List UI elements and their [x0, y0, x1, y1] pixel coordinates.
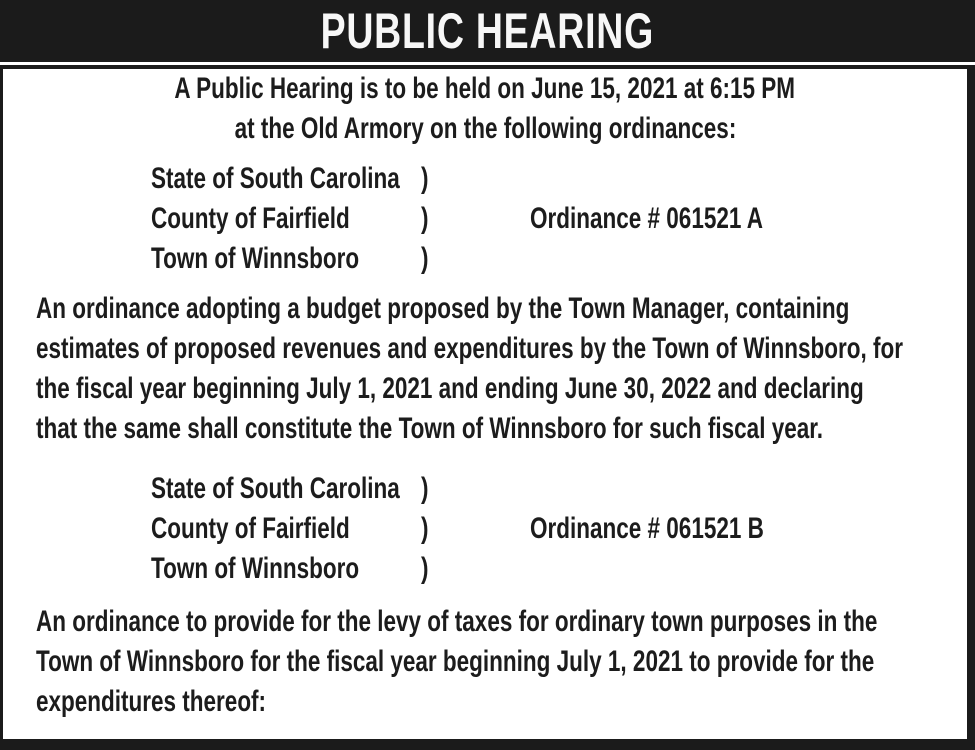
caption-paren: )	[421, 512, 429, 545]
paragraph-line: estimates of proposed revenues and expenditures by the Town of Winnsboro, for	[36, 332, 903, 365]
jurisdiction-row-county	[151, 199, 429, 239]
notice-title: PUBLIC HEARING	[320, 3, 655, 59]
caption-paren: )	[421, 162, 429, 195]
intro-line-1-text: A Public Hearing is to be held on June 15, 2021 at 6:15 PM	[174, 72, 796, 105]
ordinance-b-caption	[151, 469, 967, 589]
intro-line-1	[3, 69, 967, 109]
jurisdiction-row-state	[151, 159, 429, 199]
jurisdiction-town: Town of Winnsboro	[151, 552, 360, 585]
jurisdiction-row-state	[151, 469, 429, 509]
jurisdiction-state: State of South Carolina	[151, 472, 400, 505]
intro-text	[3, 69, 967, 149]
jurisdiction-row-county	[151, 509, 429, 549]
header-bar	[0, 0, 975, 62]
jurisdiction-town: Town of Winnsboro	[151, 242, 360, 275]
paragraph-line: An ordinance adopting a budget proposed by the Town Manager, containing	[36, 292, 850, 325]
ordinance-a-number: Ordinance # 061521 A	[530, 202, 764, 235]
paragraph-line: expenditures thereof:	[36, 685, 267, 718]
paragraph-line: the fiscal year beginning July 1, 2021 and ending June 30, 2022 and declaring	[36, 372, 864, 405]
ordinance-b-number: Ordinance # 061521 B	[530, 512, 764, 545]
caption-paren: )	[421, 472, 429, 505]
caption-paren: )	[421, 552, 429, 585]
jurisdiction-county: County of Fairfield	[151, 512, 350, 545]
paragraph-line: that the same shall constitute the Town of Winnsboro for such fiscal year.	[36, 412, 824, 445]
caption-paren: )	[421, 242, 429, 275]
jurisdiction-row-town	[151, 549, 429, 589]
ordinance-a-text	[36, 289, 974, 449]
paragraph-line: Town of Winnsboro for the fiscal year beginning July 1, 2021 to provide for the	[36, 645, 875, 678]
intro-line-2-text: at the Old Armory on the following ordinances:	[234, 112, 736, 145]
intro-line-2	[3, 109, 967, 149]
notice-body-frame	[0, 65, 975, 750]
ordinance-b-text	[36, 602, 974, 722]
ordinance-a-caption	[151, 159, 967, 279]
jurisdiction-state: State of South Carolina	[151, 162, 400, 195]
jurisdiction-county: County of Fairfield	[151, 202, 350, 235]
caption-paren: )	[421, 202, 429, 235]
jurisdiction-row-town	[151, 239, 429, 279]
paragraph-line: An ordinance to provide for the levy of taxes for ordinary town purposes in the	[36, 605, 878, 638]
